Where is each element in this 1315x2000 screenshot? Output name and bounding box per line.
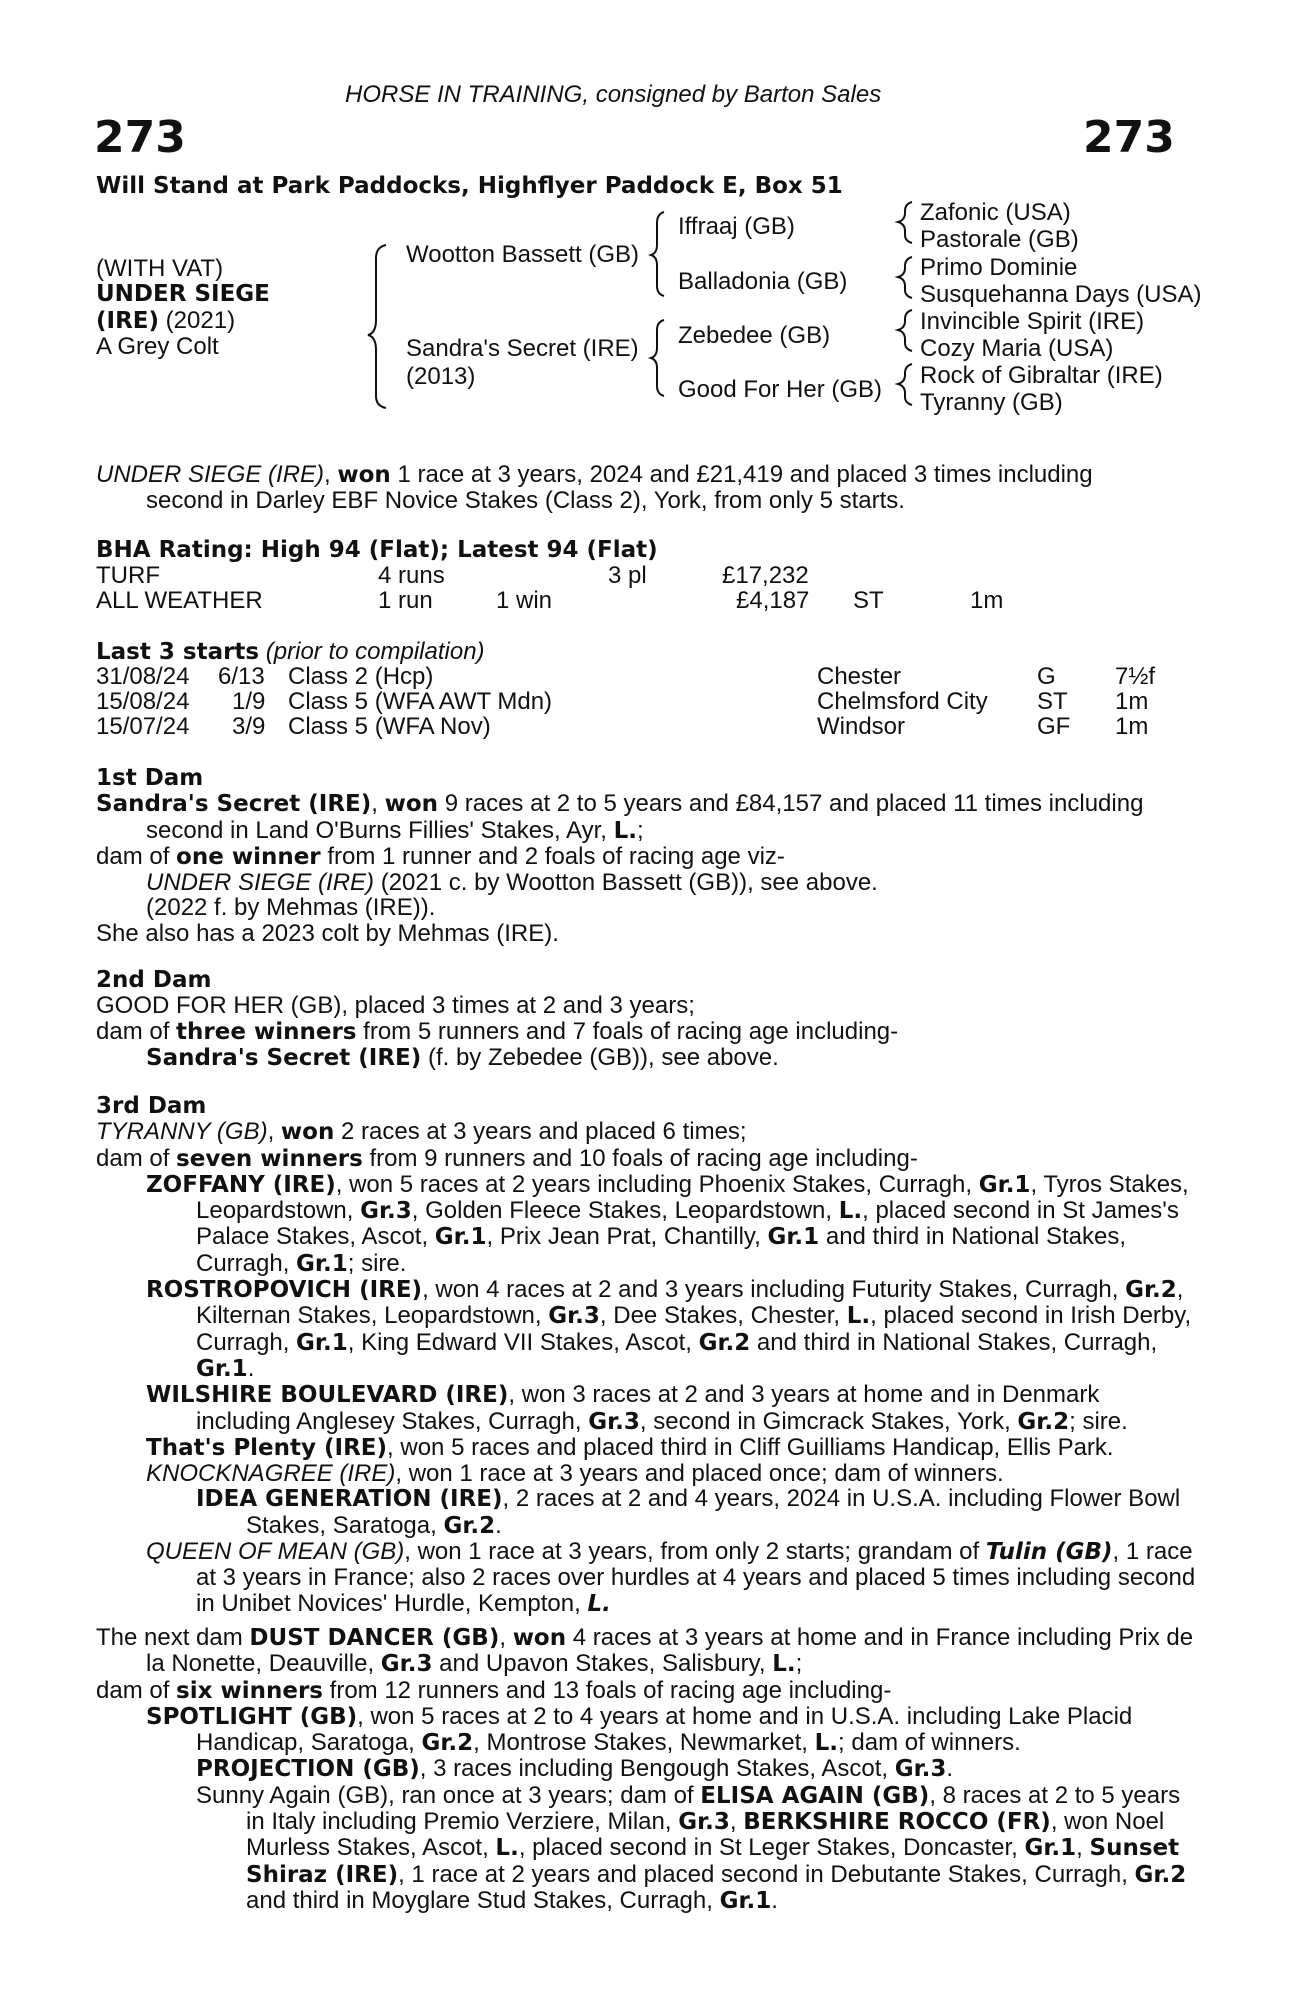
goodforher-brace [898, 364, 912, 405]
third-dam-section: 3rd Dam TYRANNY (GB), won 2 races at 3 years and placed 6 times; dam of seven winners from 9 runners and 10 foals of racing age including- ZOFFANY (IRE), won 5 races at 2 years including Phoenix Stakes, Curragh, Gr.1, Tyros Stakes, Leopardstown, Gr.3, Golden Fleece Stakes, Leopardstown, L., placed second in St James's Palace Stakes, Ascot, Gr.1, Prix Jean Prat, Chantilly, Gr.1 and third in National Stakes, Curragh, Gr.1; sire. ROSTROPOVICH (IRE), won 4 races at 2 and 3 years including Futurity Stakes, Curragh, Gr.2, Kilternan Stakes, Leopardstown, Gr.3, Dee Stakes, Chester, L., placed second in Irish Derby, Curragh, Gr.1, King Edward VII Stakes, Ascot, Gr.2 and third in National Stakes, Curragh, Gr.1. WILSHIRE BOULEVARD (IRE), won 3 races at 2 and 3 years at home and in Denmark including Anglesey Stakes, Curragh, Gr.3, second in Gimcrack Stakes, York, Gr.2; sire. That's Plenty (IRE), won 5 races and placed third in Cliff Guilliams Handicap, Ellis Park. KNOCKNAGREE (IRE), won 1 race at 3 years and placed once; dam of winners. IDEA GENERATION (IRE), 2 races at 2 and 4 years, 2024 in U.S.A. including Flower Bowl Stakes, Saratoga, Gr.2. QUEEN OF MEAN (GB), won 1 race at 3 years, from only 2 starts; grandam of Tulin (GB), 1 race at 3 years in France; also 2 races over hurdles at 4 years and placed 5 times including second in Unibet Novices' Hurdle, Kempton, L. [96, 1094, 1200, 1617]
sire-dam: Balladonia (GB) [678, 268, 848, 295]
vat-label: (WITH VAT) [96, 255, 224, 282]
start-course: Windsor [817, 713, 906, 740]
progeny-projection: PROJECTION (GB), 3 races including Bengough Stakes, Ascot, Gr.3. [196, 1755, 954, 1783]
dam-sire: Zebedee (GB) [678, 322, 831, 349]
progeny-spotlight: SPOTLIGHT (GB), won 5 races at 2 to 4 years at home and in U.S.A. including Lake Placid Handicap, Saratoga, Gr.2, Montrose Stakes, Newmarket, L.; dam of winners. [146, 1702, 1133, 1757]
grandsire-2: Pastorale (GB) [920, 226, 1079, 253]
location-line: Will Stand at Park Paddocks, Highflyer Paddock E, Box 51 [96, 173, 843, 199]
rating-runs: 4 runs [378, 562, 445, 589]
sire-name: Wootton Bassett (GB) [406, 241, 639, 268]
progeny-knocknagree: KNOCKNAGREE (IRE), won 1 race at 3 years and placed once; dam of winners. [146, 1460, 1004, 1488]
horse-description: A Grey Colt [96, 333, 219, 360]
iffraaj-brace [898, 202, 912, 243]
racing-summary: UNDER SIEGE (IRE), won 1 race at 3 years, 2024 and £21,419 and placed 3 times including second in Darley EBF Novice Stakes (Class 2), York, from only 5 starts. [96, 461, 1093, 515]
sire-sire: Iffraaj (GB) [678, 213, 795, 240]
progeny-sunny-again: Sunny Again (GB), ran once at 3 years; dam of ELISA AGAIN (GB), 8 races at 2 to 5 years in Italy including Premio Verziere, Milan, Gr.3, BERKSHIRE ROCCO (FR), won Noel Murless Stakes, Ascot, L., placed second in St Leger Stakes, Doncaster, Gr.1, Sunset Shiraz (IRE), 1 race at 2 years and placed second in Debutante Stakes, Curragh, Gr.2 and third in Moyglare Stud Stakes, Curragh, Gr.1. [196, 1781, 1187, 1914]
rating-going: ST [853, 587, 884, 614]
grandsire-4: Susquehanna Days (USA) [920, 281, 1202, 308]
start-race: Class 2 (Hcp) [288, 663, 434, 690]
grandsire-6: Cozy Maria (USA) [920, 335, 1114, 362]
rating-surface: ALL WEATHER [96, 587, 263, 614]
start-race: Class 5 (WFA Nov) [288, 713, 491, 740]
start-distance: 1m [1115, 688, 1149, 715]
start-date: 15/08/24 [96, 688, 190, 715]
rating-runs: 1 run [378, 587, 433, 614]
main-brace [368, 245, 386, 408]
start-distance: 7½f [1115, 663, 1156, 690]
first-dam-heading: 1st Dam [96, 765, 204, 791]
pedigree-brackets [0, 0, 1315, 420]
last-starts-heading: Last 3 starts (prior to compilation) [96, 638, 485, 665]
bha-rating-heading: BHA Rating: High 94 (Flat); Latest 94 (Flat) [96, 537, 658, 563]
start-race: Class 5 (WFA AWT Mdn) [288, 688, 553, 715]
start-date: 15/07/24 [96, 713, 190, 740]
dam-year: (2013) [406, 363, 476, 390]
rating-placed: 3 pl [608, 562, 647, 589]
horse-suffix-year: (IRE) (2021) [96, 307, 236, 334]
start-distance: 1m [1115, 713, 1149, 740]
zebedee-brace [898, 310, 912, 351]
grandsire-5: Invincible Spirit (IRE) [920, 308, 1145, 335]
consignment-heading: HORSE IN TRAINING, consigned by Barton Sales [345, 81, 882, 108]
start-position: 3/9 [232, 713, 266, 740]
rating-distance: 1m [970, 587, 1004, 614]
second-dam-heading: 2nd Dam [96, 967, 212, 993]
progeny-zoffany: ZOFFANY (IRE), won 5 races at 2 years including Phoenix Stakes, Curragh, Gr.1, Tyros Stakes, Leopardstown, Gr.3, Golden Fleece Stakes, Leopardstown, L., placed second in St James's Palace Stakes, Ascot, Gr.1, Prix Jean Prat, Chantilly, Gr.1 and third in National Stakes, Curragh, Gr.1; sire. [146, 1170, 1189, 1277]
rating-prize: £4,187 [736, 587, 810, 614]
dam-brace [651, 320, 664, 396]
third-dam-heading: 3rd Dam [96, 1093, 207, 1119]
start-course: Chelmsford City [817, 688, 988, 715]
start-position: 1/9 [232, 688, 266, 715]
progeny-queen-of-mean: QUEEN OF MEAN (GB), won 1 race at 3 years, from only 2 starts; grandam of Tulin (GB), 1 race at 3 years in France; also 2 races over hurdles at 4 years and placed 5 times including second in Unibet Novices' Hurdle, Kempton, L. [146, 1538, 1196, 1617]
balladonia-brace [898, 257, 912, 298]
start-going: ST [1037, 688, 1068, 715]
rating-wins: 1 win [496, 587, 553, 614]
progeny-wilshire: WILSHIRE BOULEVARD (IRE), won 3 races at 2 and 3 years at home and in Denmark including Anglesey Stakes, Curragh, Gr.3, second in Gimcrack Stakes, York, Gr.2; sire. [146, 1381, 1128, 1435]
dam-name: Sandra's Secret (IRE) [406, 335, 639, 362]
start-date: 31/08/24 [96, 663, 190, 690]
grandsire-7: Rock of Gibraltar (IRE) [920, 362, 1163, 389]
grandsire-1: Zafonic (USA) [920, 199, 1071, 226]
second-dam-section: 2nd Dam GOOD FOR HER (GB), placed 3 times at 2 and 3 years; dam of three winners from 5 runners and 7 foals of racing age including- Sandra's Secret (IRE) (f. by Zebedee (GB)), see above. [96, 968, 1200, 1071]
next-dam-section: The next dam DUST DANCER (GB), won 4 races at 3 years at home and in France including Prix de la Nonette, Deauville, Gr.3 and Upavon Stakes, Salisbury, L.; dam of six winners from 12 runners and 13 foals of racing age including- SPOTLIGHT (GB), won 5 races at 2 to 4 years at home and in U.S.A. including Lake Placid Handicap, Saratoga, Gr.2, Montrose Stakes, Newmarket, L.; dam of winners. PROJECTION (GB), 3 races including Bengough Stakes, Ascot, Gr.3. Sunny Again (GB), ran once at 3 years; dam of ELISA AGAIN (GB), 8 races at 2 to 5 years in Italy including Premio Verziere, Milan, Gr.3, BERKSHIRE ROCCO (FR), won Noel Murless Stakes, Ascot, L., placed second in St Leger Stakes, Doncaster, Gr.1, Sunset Shiraz (IRE), 1 race at 2 years and placed second in Debutante Stakes, Curragh, Gr.2 and third in Moyglare Stud Stakes, Curragh, Gr.1. [96, 1625, 1200, 1914]
rating-prize: £17,232 [722, 562, 809, 589]
start-position: 6/13 [218, 663, 265, 690]
rating-surface: TURF [96, 562, 160, 589]
progeny-rostropovich: ROSTROPOVICH (IRE), won 4 races at 2 and 3 years including Futurity Stakes, Curragh, Gr.2, Kilternan Stakes, Leopardstown, Gr.3, Dee Stakes, Chester, L., placed second in Irish Derby, Curragh, Gr.1, King Edward VII Stakes, Ascot, Gr.2 and third in National Stakes, Curragh, Gr.1. [146, 1276, 1192, 1382]
start-going: GF [1037, 713, 1071, 740]
start-course: Chester [817, 663, 902, 690]
progeny-idea-generation: IDEA GENERATION (IRE), 2 races at 2 and 4 years, 2024 in U.S.A. including Flower Bowl Stakes, Saratoga, Gr.2. [196, 1485, 1181, 1539]
horse-name: UNDER SIEGE [96, 281, 270, 307]
dam-dam: Good For Her (GB) [678, 376, 883, 403]
lot-number-left: 273 [94, 112, 186, 163]
sire-brace [651, 212, 664, 296]
lot-number-right: 273 [1083, 112, 1175, 163]
start-going: G [1037, 663, 1056, 690]
grandsire-3: Primo Dominie [920, 254, 1078, 281]
grandsire-8: Tyranny (GB) [920, 389, 1063, 416]
first-dam-section: 1st Dam Sandra's Secret (IRE), won 9 races at 2 to 5 years and £84,157 and placed 11 times including second in Land O'Burns Fillies' Stakes, Ayr, L.; dam of one winner from 1 runner and 2 foals of racing age viz- UNDER SIEGE (IRE) (2021 c. by Wootton Bassett (GB)), see above. (2022 f. by Mehmas (IRE)). She also has a 2023 colt by Mehmas (IRE). [96, 766, 1200, 946]
progeny-thats-plenty: That's Plenty (IRE), won 5 races and placed third in Cliff Guilliams Handicap, Ellis Park. [146, 1433, 1114, 1461]
